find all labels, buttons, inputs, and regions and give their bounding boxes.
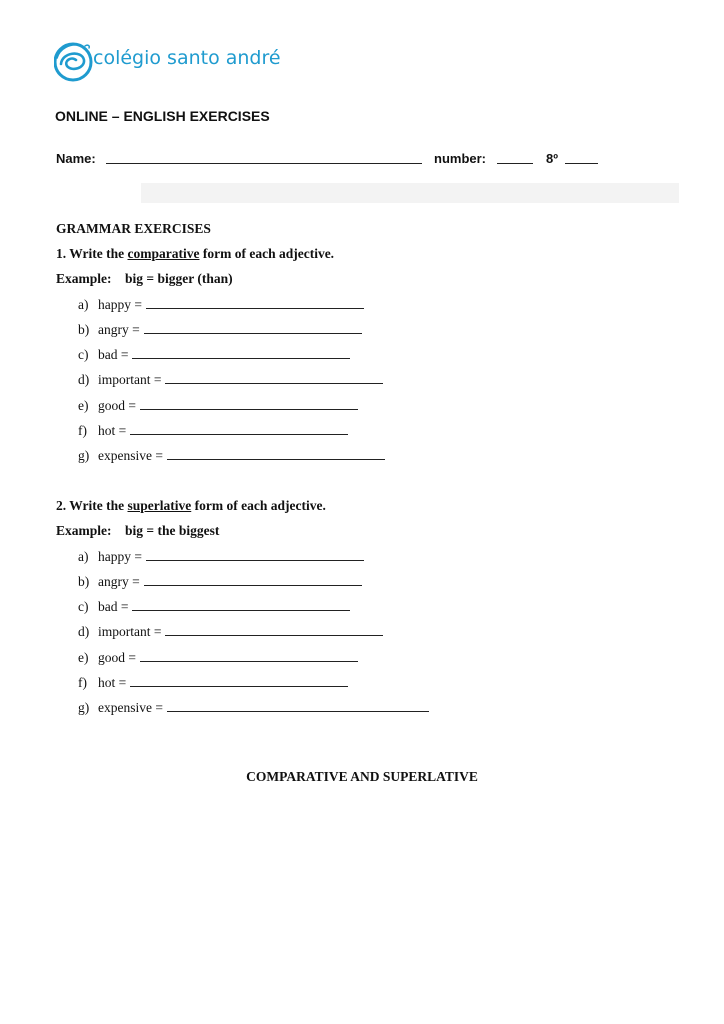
item-word: happy = — [98, 549, 142, 564]
item-letter: a) — [78, 549, 89, 564]
item-word: important = — [98, 624, 162, 639]
item-letter: g) — [78, 700, 90, 715]
section-heading: GRAMMAR EXERCISES — [56, 221, 211, 236]
answer-field[interactable] — [140, 649, 358, 662]
grade-label: 8º — [546, 151, 558, 166]
answer-field[interactable] — [167, 447, 385, 460]
answer-field[interactable] — [144, 573, 362, 586]
answer-field[interactable] — [132, 346, 350, 359]
answer-field[interactable] — [146, 296, 364, 309]
item-word: bad = — [98, 599, 129, 614]
list-item — [78, 598, 350, 615]
list-item — [78, 321, 362, 338]
item-word: important = — [98, 372, 162, 387]
list-item — [78, 447, 385, 464]
answer-field[interactable] — [130, 422, 348, 435]
item-letter: d) — [78, 624, 90, 639]
number-label: number: — [434, 151, 486, 166]
list-item — [78, 548, 364, 565]
item-word: bad = — [98, 347, 129, 362]
logo-text: colégio santo andré — [93, 47, 281, 69]
item-letter: e) — [78, 398, 89, 413]
item-letter: e) — [78, 650, 89, 665]
list-item — [78, 422, 348, 439]
shaded-band — [141, 183, 679, 203]
item-letter: g) — [78, 448, 90, 463]
list-item — [78, 296, 364, 313]
item-letter: a) — [78, 297, 89, 312]
answer-field[interactable] — [165, 623, 383, 636]
item-letter: b) — [78, 322, 90, 337]
exercise-2-example — [56, 523, 219, 539]
list-item — [78, 346, 350, 363]
instruction-prefix: 2. Write the — [56, 498, 128, 513]
answer-field[interactable] — [132, 598, 350, 611]
name-field[interactable] — [106, 163, 422, 164]
item-letter: c) — [78, 599, 89, 614]
list-item — [78, 371, 383, 388]
item-word: hot = — [98, 675, 127, 690]
instruction-suffix: form of each adjective. — [191, 498, 326, 513]
answer-field[interactable] — [167, 699, 429, 712]
item-word: expensive = — [98, 700, 163, 715]
exercise-2-instruction — [56, 498, 326, 514]
item-word: good = — [98, 398, 136, 413]
list-item — [78, 649, 358, 666]
item-word: good = — [98, 650, 136, 665]
example-label: Example: — [56, 523, 112, 538]
item-word: happy = — [98, 297, 142, 312]
item-letter: b) — [78, 574, 90, 589]
name-label: Name: — [56, 151, 96, 166]
number-field[interactable] — [497, 163, 533, 164]
item-letter: d) — [78, 372, 90, 387]
answer-field[interactable] — [146, 548, 364, 561]
item-letter: f) — [78, 675, 87, 690]
list-item — [78, 674, 348, 691]
item-word: expensive = — [98, 448, 163, 463]
exercise-1-example — [56, 271, 233, 287]
exercise-1-instruction — [56, 246, 334, 262]
list-item — [78, 699, 429, 716]
section-title: COMPARATIVE AND SUPERLATIVE — [246, 769, 478, 784]
answer-field[interactable] — [144, 321, 362, 334]
list-item — [78, 397, 358, 414]
example-label: Example: — [56, 271, 112, 286]
answer-field[interactable] — [165, 371, 383, 384]
grade-field[interactable] — [565, 163, 598, 164]
instruction-keyword: comparative — [127, 246, 200, 261]
item-letter: c) — [78, 347, 89, 362]
list-item — [78, 623, 383, 640]
answer-field[interactable] — [140, 397, 358, 410]
instruction-keyword: superlative — [127, 498, 192, 513]
list-item — [78, 573, 362, 590]
item-word: angry = — [98, 574, 140, 589]
example-value: big = the biggest — [125, 523, 220, 538]
item-letter: f) — [78, 423, 87, 438]
instruction-suffix: form of each adjective. — [199, 246, 335, 261]
example-value: big = bigger (than) — [125, 271, 233, 286]
answer-field[interactable] — [130, 674, 348, 687]
instruction-prefix: 1. Write the — [56, 246, 128, 261]
item-word: hot = — [98, 423, 127, 438]
page-title: ONLINE – ENGLISH EXERCISES — [55, 108, 270, 124]
item-word: angry = — [98, 322, 140, 337]
